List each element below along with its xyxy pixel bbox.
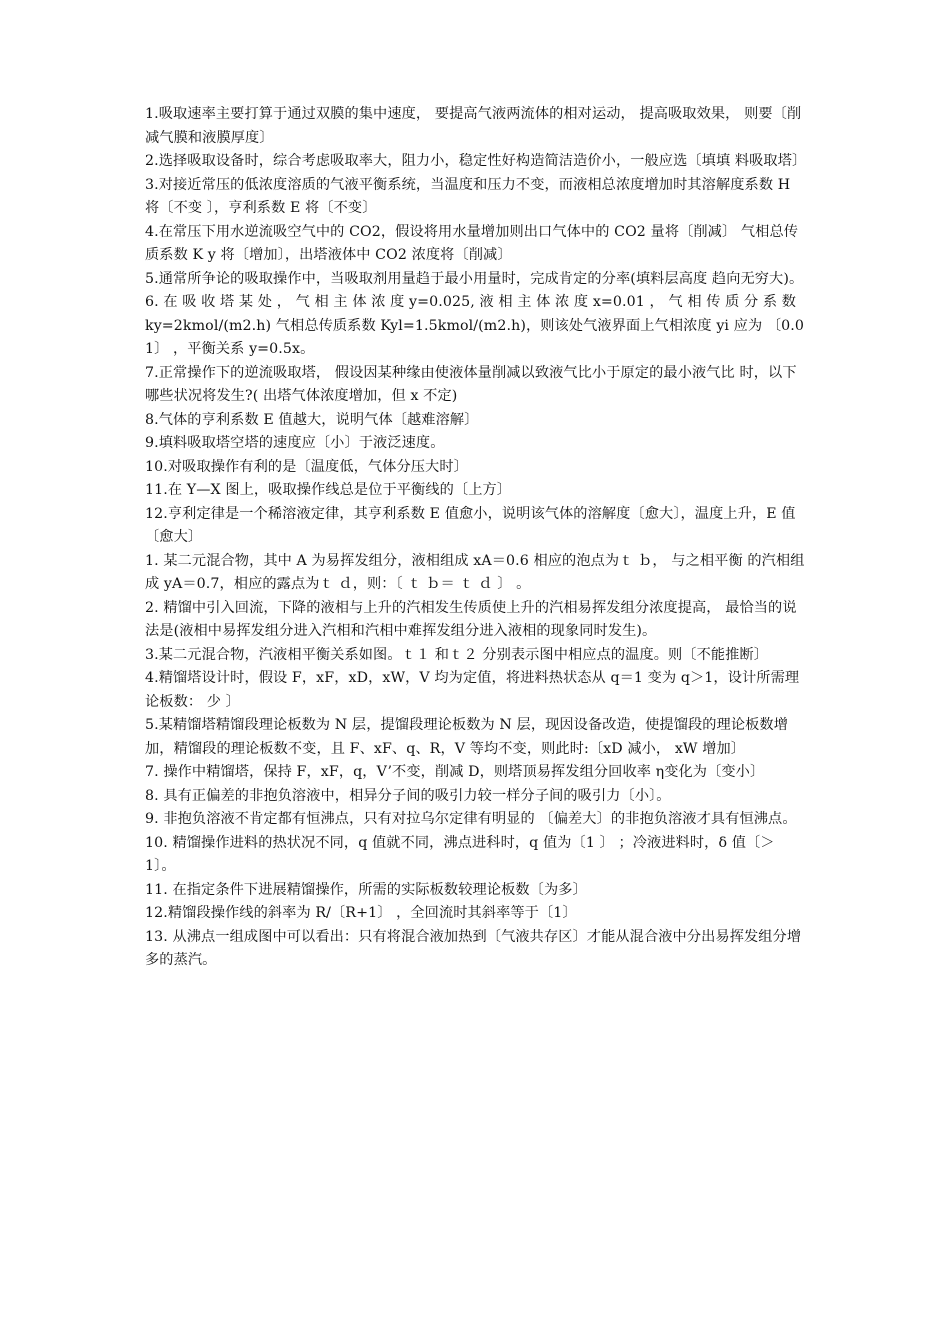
paragraph-distillation-7: 7. 操作中精馏塔，保持 F，xF，q，V’不变，削减 D，则塔顶易挥发组分回收率 η变化为〔变小〕: [145, 764, 765, 780]
paragraph-distillation-1: 1. 某二元混合物，其中 A 为易挥发组分，液相组成 xA＝0.6 相应的泡点为ｔ ｂ， 与之相平衡 的汽相组成 yA＝0.7，相应的露点为ｔ ｄ，则：〔 ｔ ｂ＝ ｔ ｄ 〕 。: [145, 552, 805, 592]
paragraph-distillation-10: 10. 精馏操作进料的热状况不同，q 值就不同，沸点进科时，q 值为〔1 〕 ；冷液进料时，δ 值〔＞1〕。: [145, 834, 775, 874]
paragraph-distillation-2: 2. 精馏中引入回流，下降的液相与上升的汽相发生传质使上升的汽相易挥发组分浓度提高， 最恰当的说法是(液相中易挥发组分进入汽相和汽相中难挥发组分进入液相的现象同时发生)。: [145, 599, 797, 639]
paragraph-absorption-2: 2.选择吸取设备时，综合考虑吸取率大，阻力小，稳定性好构造简洁造价小，一般应选〔填填 料吸取塔〕: [145, 153, 807, 169]
paragraph-absorption-12: 12.亨利定律是一个稀溶液定律，其亨利系数 E 值愈小，说明该气体的溶解度〔愈大〕，温度上升，E 值〔愈大〕: [145, 505, 796, 545]
paragraph-absorption-1: 1.吸取速率主要打算于通过双膜的集中速度， 要提高气液两流体的相对运动， 提高吸取效果， 则要〔削减气膜和液膜厚度〕: [145, 106, 802, 146]
paragraph-absorption-7: 7.正常操作下的逆流吸取塔， 假设因某种缘由使液体量削减以致液气比小于原定的最小液气比 时，以下哪些状况将发生?( 出塔气体浓度增加，但 x 不定): [145, 364, 797, 404]
paragraph-distillation-11: 11. 在指定条件下进展精馏操作，所需的实际板数较理论板数〔为多〕: [145, 881, 587, 898]
paragraph-distillation-13: 13. 从沸点一组成图中可以看出：只有将混合液加热到〔气液共存区〕才能从混合液中分出易挥发组分增多的蒸汽。: [145, 928, 802, 968]
paragraph-absorption-9: 9.填料吸取塔空塔的速度应〔小〕于液泛速度。: [145, 435, 445, 451]
paragraph-distillation-12: 12.精馏段操作线的斜率为 R/〔R+1〕 ，全回流时其斜率等于〔1〕: [145, 905, 577, 921]
paragraph-distillation-4: 4.精馏塔设计时，假设 F，xF，xD，xW，V 均为定值，将进料热状态从 q＝1 变为 q＞1，设计所需理论板数： 少 〕: [145, 670, 800, 710]
paragraph-absorption-10: 10.对吸取操作有利的是〔温度低，气体分压大时〕: [145, 458, 468, 475]
paragraph-absorption-11: 11.在 Y—X 图上，吸取操作线总是位于平衡线的〔上方〕: [145, 482, 512, 498]
paragraph-absorption-6: 6. 在 吸 收 塔 某 处 ， 气 相 主 体 浓 度 y=0.025, 液 相 主 体 浓 度 x=0.01 ， 气 相 传 质 分 系 数 ky=2kmol/(m2.h) 气相总传质系数 Kyl=1.5kmol/(m2.h)，则该处气液界面上气相浓度 yi 应为 〔0.01〕 ，平衡关系 y=0.5x。: [145, 294, 805, 357]
document-body: [145, 103, 805, 973]
paragraph-absorption-3: 3.对接近常压的低浓度溶质的气液平衡系统，当温度和压力不变，而液相总浓度增加时其溶解度系数 H 将〔不变 〕，亨利系数 E 将〔不变〕: [145, 176, 791, 216]
paragraph-distillation-9: 9. 非抱负溶液不肯定都有恒沸点，只有对拉乌尔定律有明显的 〔偏差大〕的非抱负溶液才具有恒沸点。: [145, 811, 797, 827]
paragraph-distillation-5: 5.某精馏塔精馏段理论板数为 N 层，提馏段理论板数为 N 层，现因设备改造，使提馏段的理论板数增加，精馏段的理论板数不变，且 F、xF、q、R，V 等均不变，则此时:〔xD 减小， xW 增加〕: [145, 717, 788, 757]
paragraph-distillation-3: 3.某二元混合物，汽液相平衡关系如图。ｔ１ 和ｔ２ 分别表示图中相应点的温度。则〔不能推断〕: [145, 646, 769, 663]
paragraph-distillation-8: 8. 具有正偏差的非抱负溶液中，相异分子间的吸引力较一样分子间的吸引力〔小〕。: [145, 787, 671, 804]
paragraph-absorption-5: 5.通常所争论的吸取操作中，当吸取剂用量趋于最小用量时，完成肯定的分率(填料层高度 趋向无穷大)。: [145, 270, 804, 287]
paragraph-absorption-4: 4.在常压下用水逆流吸空气中的 CO2，假设将用水量增加则出口气体中的 CO2 量将〔削减〕 气相总传质系数 K y 将〔增加〕，出塔液体中 CO2 浓度将〔削减〕: [145, 223, 799, 263]
paragraph-absorption-8: 8.气体的亨利系数 E 值越大，说明气体〔越难溶解〕: [145, 411, 479, 428]
